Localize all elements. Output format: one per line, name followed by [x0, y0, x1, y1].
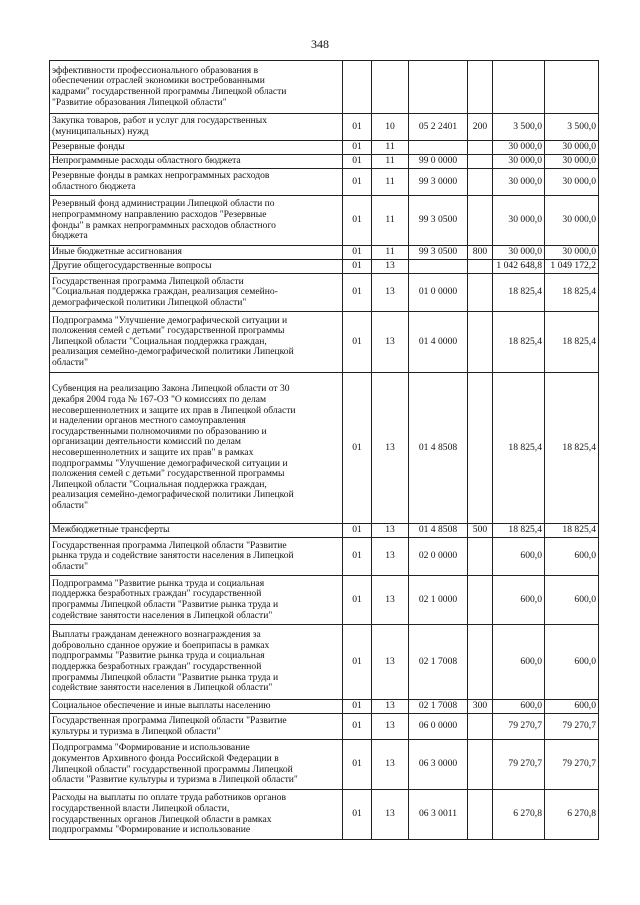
cell-amount-year2 [545, 61, 599, 114]
cell-subsection: 13 [372, 714, 409, 740]
cell-name: Государственная программа Липецкой области "Развитие культуры и туризма в Липецкой области" [50, 714, 343, 740]
cell-target-article: 99 3 0000 [409, 169, 468, 196]
cell-section: 01 [343, 538, 372, 576]
cell-name: Государственная программа Липецкой области "Социальная поддержка граждан, реализация семейно- демографической политики Липецкой области" [50, 274, 343, 312]
cell-subsection: 13 [372, 790, 409, 840]
cell-section [343, 61, 372, 114]
cell-section: 01 [343, 790, 372, 840]
cell-amount-year1: 30 000,0 [493, 169, 545, 196]
cell-amount-year1: 600,0 [493, 576, 545, 625]
cell-subsection: 11 [372, 246, 409, 260]
cell-target-article: 01 4 8508 [409, 524, 468, 538]
cell-amount-year1: 18 825,4 [493, 312, 545, 373]
cell-amount-year2: 18 825,4 [545, 524, 599, 538]
table-row [50, 246, 599, 260]
cell-section: 01 [343, 155, 372, 169]
cell-subsection: 11 [372, 169, 409, 196]
cell-target-article [409, 260, 468, 274]
cell-name: Социальное обеспечение и иные выплаты населению [50, 700, 343, 714]
cell-target-article: 06 3 0011 [409, 790, 468, 840]
cell-target-article [409, 141, 468, 155]
table-row [50, 373, 599, 524]
cell-section: 01 [343, 714, 372, 740]
cell-amount-year2: 600,0 [545, 538, 599, 576]
cell-subsection: 13 [372, 538, 409, 576]
cell-amount-year1: 600,0 [493, 625, 545, 700]
cell-amount-year2: 79 270,7 [545, 740, 599, 790]
cell-expense-type [468, 538, 493, 576]
table-row [50, 714, 599, 740]
cell-subsection [372, 61, 409, 114]
cell-target-article: 06 0 0000 [409, 714, 468, 740]
cell-amount-year2: 3 500,0 [545, 114, 599, 141]
cell-subsection: 11 [372, 155, 409, 169]
cell-subsection: 13 [372, 625, 409, 700]
cell-expense-type [468, 312, 493, 373]
cell-section: 01 [343, 524, 372, 538]
cell-amount-year2: 6 270,8 [545, 790, 599, 840]
cell-amount-year1: 18 825,4 [493, 524, 545, 538]
cell-amount-year2: 18 825,4 [545, 312, 599, 373]
cell-target-article: 99 3 0500 [409, 196, 468, 246]
cell-amount-year2: 30 000,0 [545, 155, 599, 169]
cell-target-article: 01 4 0000 [409, 312, 468, 373]
cell-expense-type [468, 141, 493, 155]
cell-name: Резервные фонды в рамках непрограммных расходов областного бюджета [50, 169, 343, 196]
cell-section: 01 [343, 141, 372, 155]
cell-amount-year2: 18 825,4 [545, 274, 599, 312]
cell-expense-type [468, 714, 493, 740]
table-row [50, 625, 599, 700]
cell-amount-year1: 30 000,0 [493, 246, 545, 260]
cell-expense-type [468, 155, 493, 169]
cell-target-article: 02 1 7008 [409, 625, 468, 700]
cell-amount-year1: 30 000,0 [493, 141, 545, 155]
cell-amount-year1: 79 270,7 [493, 714, 545, 740]
cell-amount-year2: 18 825,4 [545, 373, 599, 524]
cell-expense-type: 200 [468, 114, 493, 141]
cell-subsection: 13 [372, 274, 409, 312]
cell-amount-year2: 30 000,0 [545, 246, 599, 260]
cell-name: Расходы на выплаты по оплате труда работников органов государственной власти Липецкой области, государственных органов Липецкой области в рамках подпрограммы "Формирование и использование [50, 790, 343, 840]
cell-section: 01 [343, 740, 372, 790]
table-row [50, 274, 599, 312]
cell-name: Подпрограмма "Улучшение демографической ситуации и положения семей с детьми" государственной программы Липецкой области "Социальная поддержка граждан, реализация семейно-демографической политики Липецкой области" [50, 312, 343, 373]
table-row [50, 524, 599, 538]
cell-amount-year1: 1 042 648,8 [493, 260, 545, 274]
cell-name: Подпрограмма "Формирование и использование документов Архивного фонда Российской Федерации в Липецкой области" государственной программы Липецкой области "Развитие культуры и туризма в Липецкой области" [50, 740, 343, 790]
cell-expense-type [468, 740, 493, 790]
table-row [50, 155, 599, 169]
cell-amount-year2: 600,0 [545, 625, 599, 700]
cell-section: 01 [343, 260, 372, 274]
cell-name: Подпрограмма "Развитие рынка труда и социальная поддержка безработных граждан" государственной программы Липецкой области "Развитие рынка труда и содействие занятости населения в Липецкой области" [50, 576, 343, 625]
cell-amount-year2: 30 000,0 [545, 141, 599, 155]
cell-amount-year1: 30 000,0 [493, 196, 545, 246]
cell-amount-year2: 79 270,7 [545, 714, 599, 740]
cell-expense-type [468, 196, 493, 246]
cell-expense-type [468, 61, 493, 114]
cell-amount-year1: 18 825,4 [493, 373, 545, 524]
cell-target-article: 01 4 8508 [409, 373, 468, 524]
cell-name: Субвенция на реализацию Закона Липецкой области от 30 декабря 2004 года № 167-ОЗ "О комиссиях по делам несовершеннолетних и защите их прав в Липецкой области и наделении органов местного самоуправления государственными полномочиями по образованию и организации деятельности комиссий по делам несовершеннолетних и защите их прав" в рамках подпрограммы "Улучшение демографической ситуации и положения семей с детьми" государственной программы Липецкой области "Социальная поддержка граждан, реализация семейно-демографической политики Липецкой области" [50, 373, 343, 524]
cell-name: Резервный фонд администрации Липецкой области по непрограммному направлению расходов "Резервные фонды" в рамках непрограммных расходов областного бюджета [50, 196, 343, 246]
cell-section: 01 [343, 576, 372, 625]
cell-section: 01 [343, 700, 372, 714]
cell-subsection: 10 [372, 114, 409, 141]
cell-subsection: 13 [372, 373, 409, 524]
cell-expense-type [468, 260, 493, 274]
cell-amount-year1: 6 270,8 [493, 790, 545, 840]
cell-amount-year1: 79 270,7 [493, 740, 545, 790]
cell-expense-type [468, 576, 493, 625]
cell-amount-year2: 600,0 [545, 700, 599, 714]
cell-expense-type [468, 790, 493, 840]
table-row [50, 790, 599, 840]
cell-target-article: 06 3 0000 [409, 740, 468, 790]
table-row [50, 114, 599, 141]
cell-target-article [409, 61, 468, 114]
cell-subsection: 11 [372, 196, 409, 246]
cell-section: 01 [343, 169, 372, 196]
cell-target-article: 02 0 0000 [409, 538, 468, 576]
table-row [50, 169, 599, 196]
table-row [50, 538, 599, 576]
cell-expense-type: 500 [468, 524, 493, 538]
cell-amount-year1: 30 000,0 [493, 155, 545, 169]
table-row [50, 141, 599, 155]
cell-section: 01 [343, 246, 372, 260]
cell-subsection: 13 [372, 700, 409, 714]
cell-amount-year1: 18 825,4 [493, 274, 545, 312]
cell-target-article: 99 0 0000 [409, 155, 468, 169]
table-row [50, 740, 599, 790]
table-row [50, 61, 599, 114]
table-row [50, 312, 599, 373]
cell-expense-type: 800 [468, 246, 493, 260]
cell-name: Иные бюджетные ассигнования [50, 246, 343, 260]
cell-subsection: 13 [372, 524, 409, 538]
cell-name: Непрограммные расходы областного бюджета [50, 155, 343, 169]
cell-amount-year2: 30 000,0 [545, 196, 599, 246]
cell-expense-type: 300 [468, 700, 493, 714]
cell-target-article: 99 3 0500 [409, 246, 468, 260]
table-row [50, 260, 599, 274]
table-row [50, 196, 599, 246]
cell-expense-type [468, 169, 493, 196]
table-row [50, 576, 599, 625]
cell-subsection: 13 [372, 260, 409, 274]
cell-section: 01 [343, 274, 372, 312]
cell-amount-year2: 30 000,0 [545, 169, 599, 196]
cell-expense-type [468, 373, 493, 524]
table-row [50, 700, 599, 714]
cell-name: Закупка товаров, работ и услуг для государственных (муниципальных) нужд [50, 114, 343, 141]
cell-section: 01 [343, 625, 372, 700]
cell-name: Межбюджетные трансферты [50, 524, 343, 538]
cell-subsection: 13 [372, 740, 409, 790]
cell-target-article: 02 1 7008 [409, 700, 468, 714]
cell-target-article: 05 2 2401 [409, 114, 468, 141]
cell-section: 01 [343, 373, 372, 524]
budget-table [49, 60, 599, 840]
page-number: 348 [311, 37, 329, 51]
cell-target-article: 01 0 0000 [409, 274, 468, 312]
cell-section: 01 [343, 312, 372, 373]
cell-subsection: 13 [372, 576, 409, 625]
cell-expense-type [468, 625, 493, 700]
budget-table-body [50, 61, 599, 840]
cell-subsection: 11 [372, 141, 409, 155]
cell-subsection: 13 [372, 312, 409, 373]
cell-expense-type [468, 274, 493, 312]
cell-name: Выплаты гражданам денежного вознаграждения за добровольно сданное оружие и боеприпасы в рамках подпрограммы "Развитие рынка труда и социальная поддержка безработных граждан" государственной программы Липецкой области "Развитие рынка труда и содействие занятости населения в Липецкой области" [50, 625, 343, 700]
cell-name: Государственная программа Липецкой области "Развитие рынка труда и содействие занятости населения в Липецкой области" [50, 538, 343, 576]
cell-amount-year1: 600,0 [493, 538, 545, 576]
cell-name: Другие общегосударственные вопросы [50, 260, 343, 274]
cell-amount-year2: 600,0 [545, 576, 599, 625]
cell-name: эффективности профессионального образования в обеспечении отраслей экономики востребованными кадрами" государственной программы Липецкой области "Развитие образования Липецкой области" [50, 61, 343, 114]
cell-name: Резервные фонды [50, 141, 343, 155]
cell-amount-year1: 600,0 [493, 700, 545, 714]
cell-section: 01 [343, 196, 372, 246]
cell-section: 01 [343, 114, 372, 141]
cell-amount-year2: 1 049 172,2 [545, 260, 599, 274]
cell-amount-year1: 3 500,0 [493, 114, 545, 141]
cell-amount-year1 [493, 61, 545, 114]
cell-target-article: 02 1 0000 [409, 576, 468, 625]
